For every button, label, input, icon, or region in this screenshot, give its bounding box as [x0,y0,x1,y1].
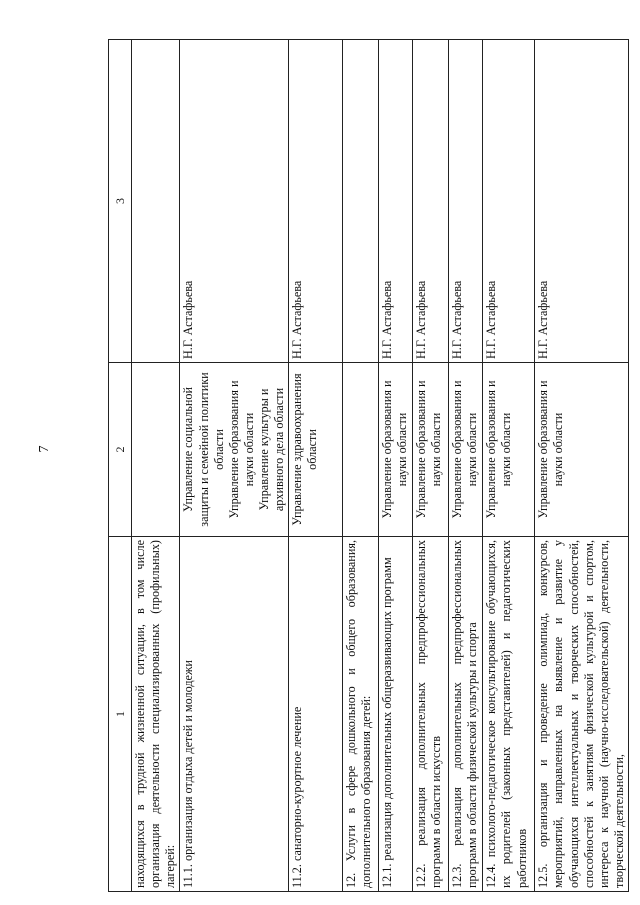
responsible-department [413,363,449,537]
responsible-person: Н.Г. Астафьева [379,40,413,363]
responsible-department [483,363,535,537]
service-description: 12.3. реализация дополнительных предпрофессиональных программ в области физической культуры и спорта [449,537,483,892]
department-line: Управление образования и науки области [450,380,480,519]
responsible-department [379,363,413,537]
responsible-person: Н.Г. Астафьева [180,40,289,363]
table-row [413,40,449,892]
service-description: 12. Услуги в сфере дошкольного и общего образования, дополнительного образования детей: [343,537,379,892]
table-row [449,40,483,892]
department-line: Управление социальной защиты и семейной политики области [181,372,226,527]
department-line: Управление образования и науки области [226,380,256,519]
table-row [483,40,535,892]
table-header-row [109,40,132,892]
service-description: 12.2. реализация дополнительных предпрофессиональных программ в области искусств [413,537,449,892]
table-row [379,40,413,892]
table-row [132,40,180,892]
department-line: Управление образования и науки области [536,380,566,519]
department-line: Управление образования и науки области [414,380,444,519]
column-header-1: 1 [109,537,132,892]
responsible-department [180,363,289,537]
table-row [180,40,289,892]
service-description: 12.4. психолого-педагогическое консультирование обучающихся, их родителей (законных представителей) и педагогических работников [483,537,535,892]
responsible-department [289,363,343,537]
page-number: 7 [37,445,52,453]
responsible-person: Н.Г. Астафьева [413,40,449,363]
responsible-person: Н.Г. Астафьева [535,40,629,363]
service-description: 12.5. организация и проведение олимпиад, конкурсов, мероприятий, направленных на выявление и развитие у обучающихся интеллектуальных и творческих способностей, способностей к занятиям физической культурой и спортом, интереса к научной (научно-исследовательской) деятельности, творческой деятельности, [535,537,629,892]
responsible-person: Н.Г. Астафьева [483,40,535,363]
column-header-3: 3 [109,40,132,363]
service-description: 12.1. реализация дополнительных общеразвивающих программ [379,537,413,892]
column-header-2: 2 [109,363,132,537]
table-row [289,40,343,892]
responsible-person [132,40,180,363]
department-line: Управление образования и науки области [380,380,410,519]
rotated-table-container [108,40,626,892]
responsible-person [343,40,379,363]
responsible-department [132,363,180,537]
department-line: Управление культуры и архивного дела области [257,387,287,512]
responsible-person: Н.Г. Астафьева [449,40,483,363]
responsible-department [535,363,629,537]
document-table-region [108,40,626,892]
responsible-department [343,363,379,537]
service-description: находящихся в трудной жизненной ситуации, в том числе организация деятельности специализированных (профильных) лагерей: [132,537,180,892]
department-line: Управление образования и науки области [484,380,514,519]
service-description: 11.1. организация отдыха детей и молодежи [180,537,289,892]
table-row [343,40,379,892]
table-row [535,40,629,892]
service-description: 11.2. санаторно-курортное лечение [289,537,343,892]
responsible-person: Н.Г. Астафьева [289,40,343,363]
department-line: Управление здравоохранения области [290,373,320,526]
responsible-department [449,363,483,537]
responsibility-table [108,39,629,892]
